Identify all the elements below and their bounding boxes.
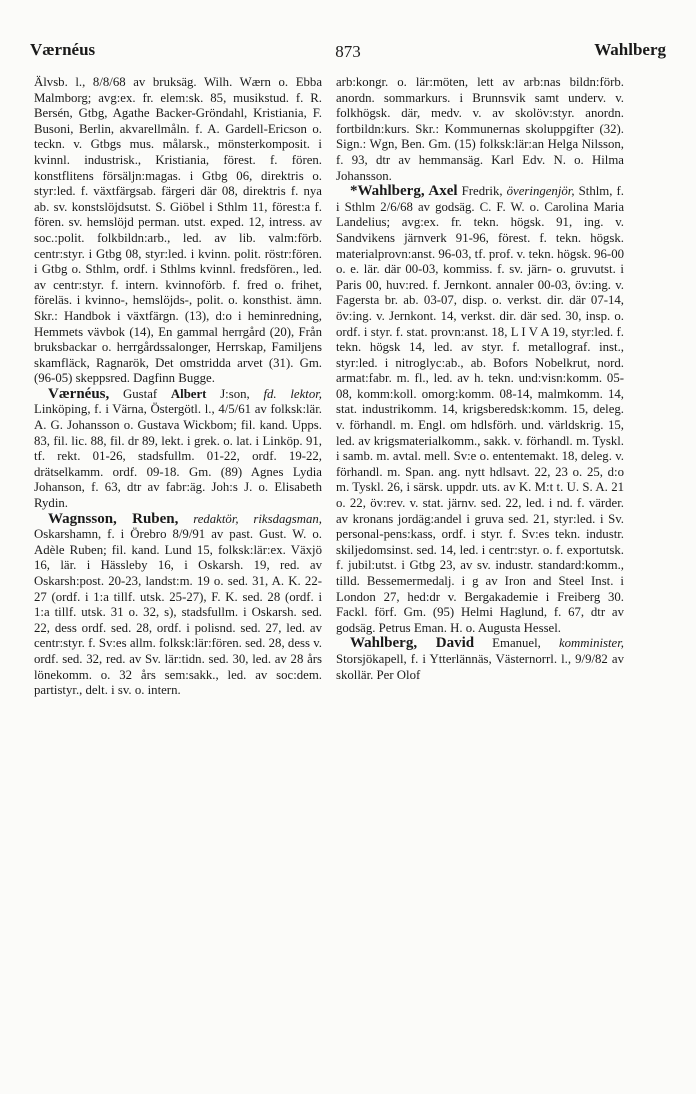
entry-text: Fredrik, bbox=[457, 184, 507, 199]
entry-text: Gustaf bbox=[109, 386, 171, 401]
entry-title: komminister, bbox=[558, 636, 624, 651]
entry-text: Emanuel, bbox=[474, 636, 559, 651]
entry-name: Værnéus, bbox=[48, 385, 110, 402]
right-column bbox=[336, 75, 624, 683]
entry-given-name: Albert bbox=[170, 386, 207, 401]
header-left-word: Værnéus bbox=[30, 40, 96, 59]
entry-text: Linköping, f. i Värna, Östergötl. l., 4/5/61 av folksk:lär. A. G. Johansson o. Gustava Wickbom; fil. kand. Upps. 83, fil. lic. 88, fil. dr 89, lekt. i grek. o. lat. i Linköp. 91, tf. rekt. 01-26, stadsfullm. 01-22, ordf. 19-22, drätselkamm. ordf. 09-18. Gm. (89) Agnes Lydia Johanson, f. 63, dtr av fabr:äg. Joh:s J. o. Elisabeth Rydin. bbox=[34, 402, 322, 511]
left-column bbox=[34, 75, 322, 699]
entry-wahlberg-axel bbox=[336, 184, 624, 636]
entry-title: fd. lektor, bbox=[263, 386, 323, 401]
continued-entry: arb:kongr. o. lär:möten, lett av arb:nas bildn:förb. anordn. sommarkurs. i Brunnsvik samt underv. v. folkhögsk. där, medv. v. av skolöv:styr. anordn. fortbildn:kurs. Skr.: Kommunernas skoluppgifter (32). Sign.: Wgn, Ben. Gm. (15) folksk:lär:an Helga Nilsson, f. 93, dtr av hemmansäg. Karl Edv. N. o. Hilma Johansson. bbox=[336, 75, 624, 183]
entry-title: överingenjör, bbox=[506, 184, 575, 199]
continued-entry: Älvsb. l., 8/8/68 av bruksäg. Wilh. Wærn o. Ebba Malmborg; avg:ex. fr. elem:sk. 85, musikstud. f. R. Bersén, Gtbg, Agathe Backer-Gröndahl, Kristiania, F. Busoni, Berlin, akvarellmåln. f. A. Gardell-Ericson o. teckn. v. Gtbgs mus. målarsk., mönsterkomposit. i kvinnl. industrisk., Kristiania, förest. f. fören. konstflitens försäljn:magas. i Gtbg 06, direktris o. styr:led. f. växtfärgsab. färgeri där 08, direktris f. nya ab. sv. konstslöjdsutst. S. Giöbel i Sthlm 11, förest:a f. fören. sv. hemslöjd perman. utst. exped. 12, intress. av soc.:polit. folkbildn:arb., led. av lib. valm:förb. centr:styr. i Gtbg 08, styr:led. i kvinn. polit. röstr:fören. i Gtbg o. Sthlm, ordf. i Sthlms kvinnl. fredsfören., led. av centr:styr. f. intern. kvinnoförb. f. fred o. frihet, föreläs. i kvinno-, hemslöjds-, polit. o. konsthist. ämn. Skr.: Handbok i växtfärgn. (13), d:o i heminredning, Hemmets vävbok (14), En gammal herrgård (20), Från bruksbackar o. herrgårdssalonger, Herrskap, Familjens skamfläck, Ragnarök, Det omstridda arvet (31). Gm. (96-05) skeppsred. Dagfinn Bugge. bbox=[34, 75, 322, 386]
page-number: 873 bbox=[335, 42, 361, 61]
entry-wahlberg-david bbox=[336, 636, 624, 683]
page-header bbox=[30, 40, 666, 64]
entry-title: redaktör, riksdagsman, bbox=[178, 511, 322, 526]
entry-text: Storsjökapell, f. i Ytterlännäs, Västernorrl. l., 9/9/82 av skollär. Per Olof bbox=[336, 651, 624, 682]
entry-text: J:son, bbox=[206, 386, 264, 401]
entry-text: Sthlm, f. i Sthlm 2/6/68 av godsäg. C. F. W. o. Carolina Maria Landelius; avg:ex. fr. tekn. högsk. 91, ing. v. Sandvikens järnverk 91-96, förest. f. tekn. högsk. materialprovn:anst. 96-03, tf. prof. v. tekn. högsk. 96-00 o. e. lär. där 00-03, kommiss. f. sv. järn- o. gruvutst. i Paris 00, huv:red. f. Jernkont. annaler 00-03, öv:ing. v. Fagersta br. ab. 03-07, disp. o. verkst. dir. där 07-14, öv:ing. v. Jernkont. 14, verkst. dir. där sed. 30, insp. o. ordf. i styr. f. stat. provn:anst. 18, L I V A 19, styr:led. f. tekn. högsk 14, led. av styr. f. metallograf. inst., styr:led. i nitroglyc:ab., ab. Bofors Nobelkrut, nord. armat:fabr. m. fl., led. av h. tekn. und:visn:komm. 05-08, komm:koll. omorg:komm. 08-14, malmkomm. 14, stat. industrikomm. 14, krigsberedsk:komm. 15, deleg. v. förhandl. m. Engl. om hdlsförh. und. världskrig. 15, led. av krigsmaterialkomm., sakk. v. förhandl. m. Tyskl. i samb. m. avtal. mell. Sv:e o. ententemakt. 18, deleg. v. förhandl. m. Span. ang. nytt hdlsavt. 22, 23 o. 25, d:o m. Tyskl. 26, i särsk. uppdr. uts. av K. M:t t. U. S. A. 21 o. 22, öv:rev. v. stat. järnv. sed. 22, led. i nd. f. värder. av kronans jordäg:andel i gruva sed. 21, styr:led. i Sv. personal-pens:kass, ordf. i styr. f. Sv:es tekn. industr. skiljedomsinst. sed. 14, led. i centr:styr. o. f. exportutsk. f. jubil:utst. i Gtbg 23, av sv. industr. standard:komm., tilld. Bessemermedalj. i g av Iron and Steel Inst. i London 27, hed:dr v. Bergakademie i Freiberg 30. Fackl. förf. Gm. (95) Helmi Haglund, f. 67, dtr av godsäg. Petrus Eman. H. o. Augusta Hessel. bbox=[336, 184, 624, 635]
entry-name: *Wahlberg, Axel bbox=[350, 183, 458, 200]
entry-vaerneus bbox=[34, 387, 322, 512]
entry-name: Wahlberg, David bbox=[350, 635, 475, 652]
entry-name: Wagnsson, Ruben, bbox=[48, 510, 179, 527]
header-right-word: Wahlberg bbox=[594, 40, 666, 59]
entry-wagnsson bbox=[34, 512, 322, 699]
entry-text: Oskarshamn, f. i Örebro 8/9/91 av past. Gust. W. o. Adèle Ruben; fil. kand. Lund 15, folksk:lär:ex. Växjö 16, lär. i Hässleby 16, i Oskarsh. 19, red. av Oskarsh:post. 20-23, landst:m. 19 o. sed. 31, A. K. 22-27 (ordf. i 1:a tillf. utsk. 25-27), F. K. sed. 28 (ordf. i 1:a tillf. utsk. 31 o. 32, s), stadsfullm. i Oskarsh. sed. 22, dess ordf. sed. 28, ordf. i polisnd. sed. 27, led. av centr:styr. f. Sv:es allm. folksk:lär:fören. sed. 28, dess v. ordf. sed. 32, red. av Sv. lär:tidn. sed. 30, led. av 28 års lönekomm. o. 32 års sem:sakk., led. av soc:dem. partistyr., delt. i sv. o. intern. bbox=[34, 527, 322, 698]
